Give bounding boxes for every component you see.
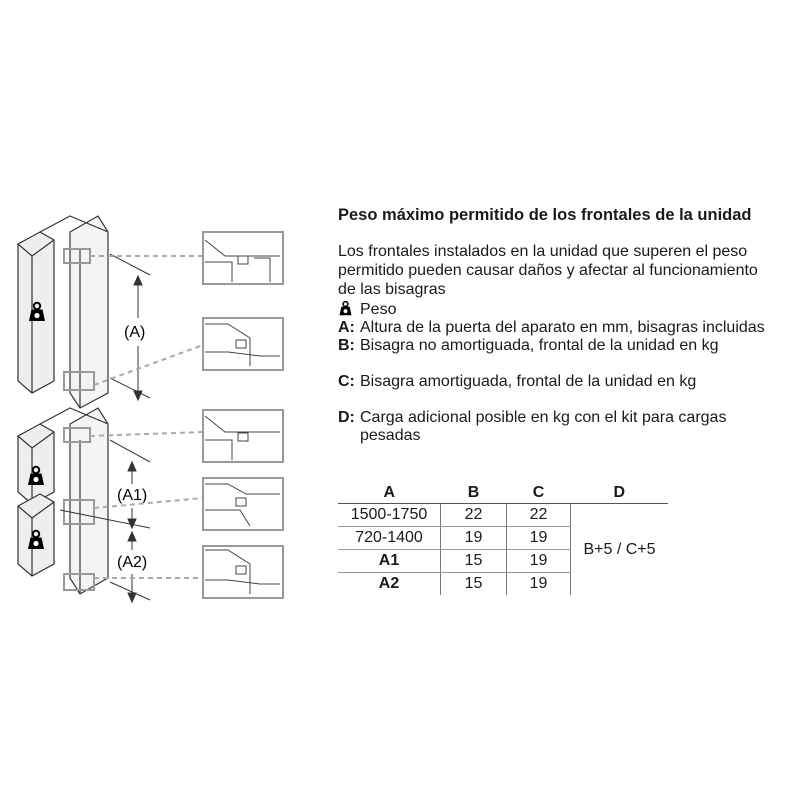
detail-box-4	[203, 478, 283, 530]
table-row	[338, 504, 668, 527]
detail-box-5	[203, 546, 283, 598]
cell-b: 22	[441, 504, 507, 527]
info-panel	[338, 206, 778, 592]
legend-d-text: Carga adicional posible en kg con el kit para cargas pesadas	[360, 409, 727, 444]
cell-a: A2	[338, 573, 441, 596]
legend-b-key: B:	[338, 337, 355, 354]
legend-c-key: C:	[338, 373, 355, 390]
weight-icon	[338, 301, 353, 316]
legend-a-text: Altura de la puerta del aparato en mm, bisagras incluidas	[360, 319, 765, 336]
detail-box-2	[203, 318, 283, 370]
header-d: D	[571, 482, 669, 504]
cell-a: 720-1400	[338, 527, 441, 550]
cell-b: 15	[441, 550, 507, 573]
table-header-row	[338, 482, 668, 504]
cell-c: 19	[507, 550, 571, 573]
cell-b: 15	[441, 573, 507, 596]
section-title: Peso máximo permitido de los frontales de la unidad	[338, 206, 752, 224]
header-a: A	[338, 482, 441, 504]
legend-d-key: D:	[338, 409, 355, 426]
legend-weight	[338, 301, 778, 319]
cell-d: B+5 / C+5	[583, 540, 656, 558]
detail-box-3	[203, 410, 283, 462]
label-a1: (A1)	[117, 487, 148, 504]
legend-a-key: A:	[338, 319, 355, 336]
cell-c: 22	[507, 504, 571, 527]
hinge-diagram	[0, 0, 330, 800]
header-c: C	[507, 482, 571, 504]
detail-box-1	[203, 232, 283, 284]
cell-a: A1	[338, 550, 441, 573]
label-a2: (A2)	[117, 554, 148, 571]
label-a: (A)	[124, 324, 146, 341]
legend-d	[338, 409, 778, 445]
legend-b	[338, 337, 778, 355]
cell-c: 19	[507, 573, 571, 596]
cell-a: 1500-1750	[338, 504, 441, 527]
legend-c	[338, 373, 778, 391]
cell-b: 19	[441, 527, 507, 550]
intro-text: Los frontales instalados en la unidad que superen el peso permitido pueden causar daños y afectar al funcionamiento de las bisagras	[338, 243, 758, 298]
header-b: B	[441, 482, 507, 504]
legend-b-text: Bisagra no amortiguada, frontal de la unidad en kg	[360, 337, 719, 354]
cell-c: 19	[507, 527, 571, 550]
legend-weight-label: Peso	[360, 301, 397, 318]
legend-c-text: Bisagra amortiguada, frontal de la unidad en kg	[360, 373, 697, 390]
legend-a	[338, 319, 778, 337]
weight-table	[338, 482, 668, 595]
